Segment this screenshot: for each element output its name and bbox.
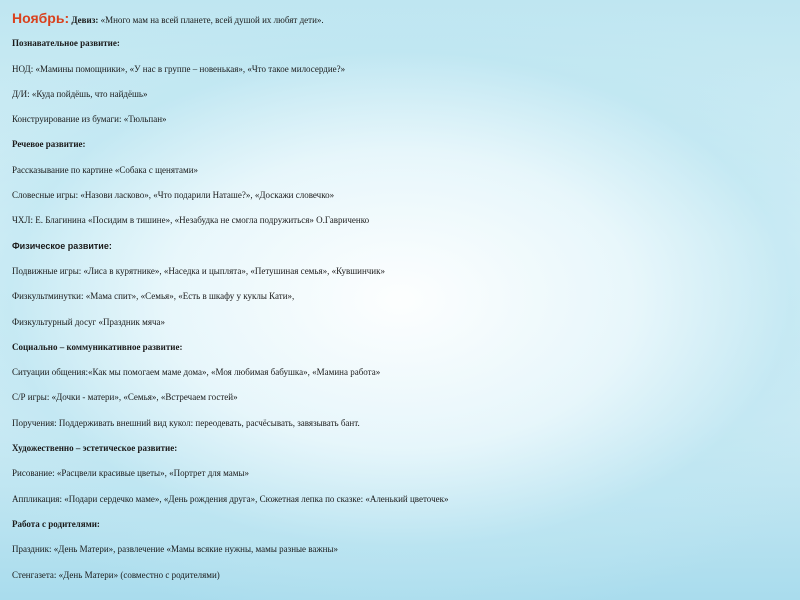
motto-text: «Много мам на всей планете, всей душой их любят дети». bbox=[100, 15, 324, 25]
plan-line: Аппликация: «Подари сердечко маме», «День рождения друга», Сюжетная лепка по сказке: «Аленький цветочек» bbox=[12, 493, 449, 504]
plan-line: Праздник: «День Матери», развлечение «Мамы всякие нужны, мамы разные важны» bbox=[12, 544, 339, 555]
month-label: Ноябрь: bbox=[12, 10, 70, 26]
section-heading: Работа с родителями: bbox=[12, 518, 100, 529]
plan-lines bbox=[12, 31, 792, 588]
plan-line: Ситуации общения:«Как мы помогаем маме дома», «Моя любимая бабушка», «Мамина работа» bbox=[12, 367, 381, 378]
plan-line: ЧХЛ: Е. Благинина «Посидим в тишине», «Незабудка не смогла подружиться» О.Гавриченко bbox=[12, 215, 370, 226]
plan-line: Рисование: «Расцвели красивые цветы», «Портрет для мамы» bbox=[12, 468, 250, 479]
slide-content bbox=[12, 6, 792, 588]
slide-title bbox=[12, 6, 792, 31]
plan-line: Поручения: Поддерживать внешний вид кукол: переодевать, расчёсывать, завязывать бант. bbox=[12, 417, 360, 428]
plan-line: НОД: «Мамины помощники», «У нас в группе – новенькая», «Что такое милосердие?» bbox=[12, 63, 346, 74]
plan-line: Физкультурный досуг «Праздник мяча» bbox=[12, 316, 166, 327]
motto-label: Девиз: bbox=[71, 15, 99, 25]
plan-line: Подвижные игры: «Лиса в курятнике», «Наседка и цыплята», «Петушиная семья», «Кувшинчик» bbox=[12, 265, 385, 276]
plan-line: Физкультминутки: «Мама спит», «Семья», «Есть в шкафу у куклы Кати», bbox=[12, 291, 295, 302]
plan-line: С/Р игры: «Дочки - матери», «Семья», «Встречаем гостей» bbox=[12, 392, 238, 403]
plan-line: Д/И: «Куда пойдёшь, что найдёшь» bbox=[12, 88, 148, 99]
plan-line: Словесные игры: «Назови ласково», «Что подарили Наташе?», «Доскажи словечко» bbox=[12, 190, 335, 201]
plan-line: Конструирование из бумаги: «Тюльпан» bbox=[12, 114, 167, 125]
section-heading: Художественно – эстетическое развитие: bbox=[12, 443, 178, 454]
section-heading: Социально – коммуникативное развитие: bbox=[12, 341, 183, 352]
plan-line: Стенгазета: «День Матери» (совместно с родителями) bbox=[12, 569, 220, 580]
plan-line: Рассказывание по картине «Собака с щенятами» bbox=[12, 164, 199, 175]
section-heading: Познавательное развитие: bbox=[12, 38, 120, 49]
section-heading: Речевое развитие: bbox=[12, 139, 86, 150]
section-heading: Физическое развитие: bbox=[12, 240, 112, 251]
